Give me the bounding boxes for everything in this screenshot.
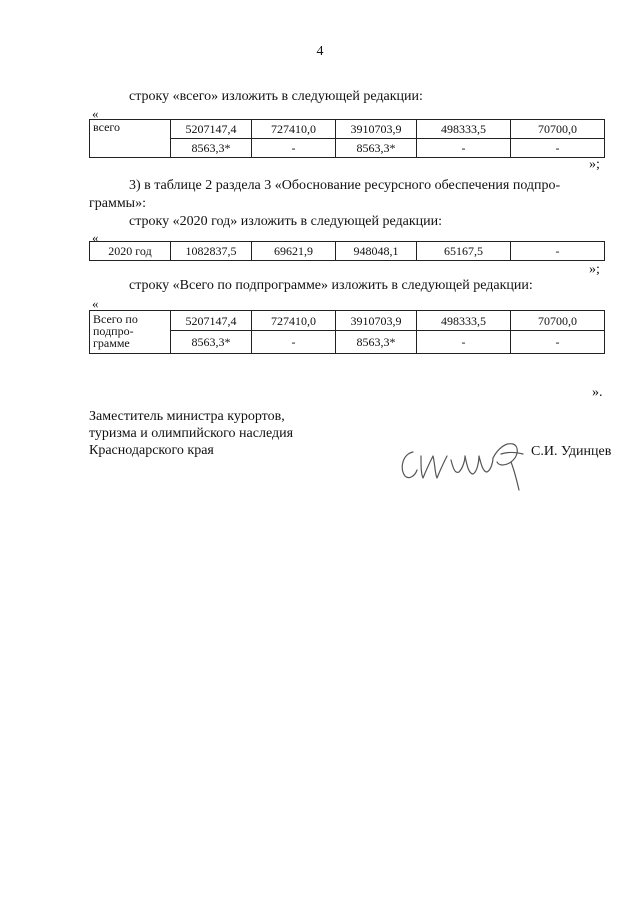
open-quote: « (92, 230, 99, 245)
cell: 8563,3* (171, 331, 252, 354)
cell: 727410,0 (252, 120, 336, 139)
open-quote: « (92, 296, 99, 311)
cell: 1082837,5 (171, 242, 252, 261)
close-quote: »; (589, 157, 600, 172)
table-2020 (89, 241, 605, 261)
signatory-title-line: туризма и олимпийского наследия (89, 426, 294, 441)
signatory-title-line: Заместитель министра курортов, (89, 409, 285, 424)
cell: 8563,3* (336, 139, 417, 158)
signatory-title (89, 408, 293, 459)
instruction-total-row: строку «всего» изложить в следующей редакции: (129, 89, 423, 104)
page-number: 4 (316, 44, 324, 59)
table-subprogram-total (89, 310, 605, 354)
cell: 8563,3* (171, 139, 252, 158)
signatory-title-line: Краснодарского края (89, 443, 214, 458)
cell: 69621,9 (252, 242, 336, 261)
section-item-3: 3) в таблице 2 раздела 3 «Обоснование ресурсного обеспечения подпро- (129, 178, 561, 193)
cell: 498333,5 (417, 311, 511, 331)
cell: - (511, 331, 605, 354)
cell: 8563,3* (336, 331, 417, 354)
section-item-3-cont: граммы»: (89, 196, 146, 211)
cell: 727410,0 (252, 311, 336, 331)
cell: - (511, 242, 605, 261)
row-label: Всего по подпро-грамме (90, 311, 171, 354)
table-total (89, 119, 605, 158)
row-label: всего (90, 120, 171, 158)
cell: - (417, 331, 511, 354)
cell: 65167,5 (417, 242, 511, 261)
cell: 70700,0 (511, 311, 605, 331)
handwritten-signature (395, 432, 565, 492)
cell: - (252, 139, 336, 158)
instruction-2020-row: строку «2020 год» изложить в следующей редакции: (129, 214, 442, 229)
cell: 948048,1 (336, 242, 417, 261)
instruction-subprogram-row: строку «Всего по подпрограмме» изложить в следующей редакции: (129, 278, 533, 293)
row-label: 2020 год (90, 242, 171, 261)
cell: 5207147,4 (171, 120, 252, 139)
cell: 3910703,9 (336, 311, 417, 331)
cell: 5207147,4 (171, 311, 252, 331)
cell: 3910703,9 (336, 120, 417, 139)
table-row (90, 311, 605, 331)
open-quote: « (92, 106, 99, 121)
cell: - (511, 139, 605, 158)
signatory-name: С.И. Удинцев (531, 444, 612, 459)
cell: 498333,5 (417, 120, 511, 139)
cell: - (252, 331, 336, 354)
close-quote: »; (589, 262, 600, 277)
cell: - (417, 139, 511, 158)
close-quote: ». (592, 385, 603, 400)
table-row (90, 120, 605, 139)
cell: 70700,0 (511, 120, 605, 139)
table-row (90, 242, 605, 261)
